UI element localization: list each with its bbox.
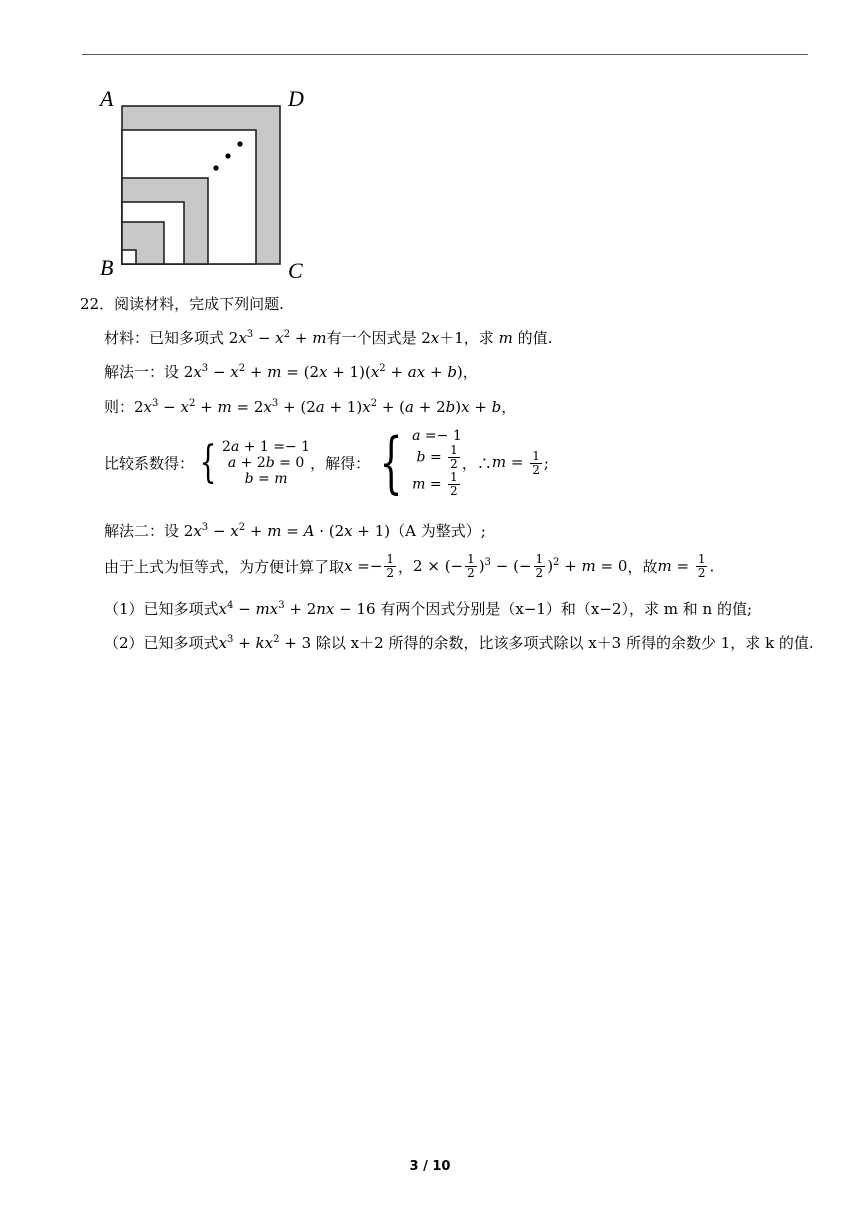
question-title: 22．阅读材料，完成下列问题.: [80, 295, 284, 313]
material-line: 材料：已知多项式 $2x^3 - x^2 + m$有一个因式是 2x＋1，求 m 的值.: [104, 329, 553, 347]
header-rule: [82, 54, 808, 55]
ellipsis-dot-2: [225, 153, 230, 158]
expand-line: 则：$2x^3 - x^2 + m = 2x^3 + (2a + 1)x^2 + (a + 2b)x + b$，: [104, 398, 517, 416]
label-a: A: [100, 86, 114, 111]
part-two: （2）已知多项式$x^3 + kx^2 + 3$ 除以 x＋2 所得的余数，比该多项式除以 x＋3 所得的余数少 1，求 k 的值.: [104, 634, 814, 652]
square-6: [122, 250, 136, 264]
method-one-line: 解法一：设 $2x^3 - x^2 + m = (2x + 1)(x^2$ + ax + b)，: [104, 363, 478, 381]
identity-line: 由于上式为恒等式，为方便计算了取x =− $\frac{1}{2}$ ，2 × (− $\frac{1}{2}$ )$^3$ − (− $\frac{1}{2}$ )$^2$ + m = 0，故m = $\frac{1}{2}$ .: [104, 552, 715, 580]
compare-line: 比较系数得： { 2a + 1 =− 1 a + 2b = 0 b = m ，解得： { a =− 1 b = $\frac{1}{2}$ m = $\frac{1}{2}$ ，∴m = $\frac{1}{2}$ ;: [104, 424, 549, 501]
method-two-line: 解法二：设 $2x^3 - x^2 + m = A \cdot (2x + 1)(A$ 为整式）;: [104, 522, 486, 540]
label-d: D: [288, 86, 304, 111]
label-c: C: [288, 258, 303, 282]
nested-squares-figure: [98, 82, 318, 282]
part-one: （1）已知多项式$x^4 - mx^3 + 2nx - 16$ 有两个因式分别是（x−1）和（x−2），求 m 和 n 的值;: [104, 600, 753, 618]
label-b: B: [100, 255, 114, 280]
page-number: 3 / 10: [409, 1159, 451, 1174]
ellipsis-dot-1: [213, 165, 218, 170]
ellipsis-dot-3: [237, 141, 242, 146]
